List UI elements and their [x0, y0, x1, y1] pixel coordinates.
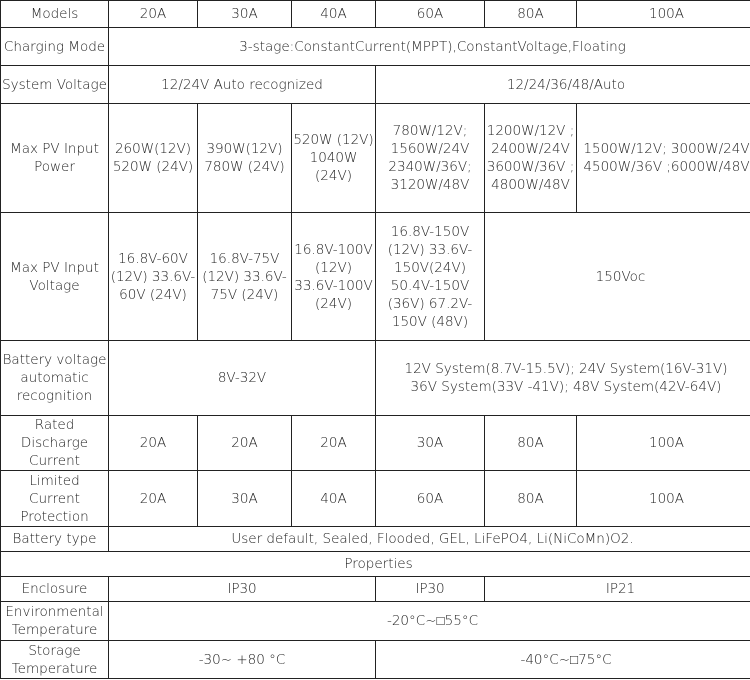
storage-temp-large: -40°C~□75°C — [376, 641, 750, 679]
max-pv-power-100a: 1500W/12V; 3000W/24V 4500W/36V ;6000W/48V — [577, 104, 750, 213]
max-pv-power-30a: 390W(12V) 780W (24V) — [198, 104, 292, 213]
model-40a: 40A — [292, 1, 376, 28]
charging-mode-row — [1, 28, 750, 66]
charging-mode-label: Charging Mode — [1, 28, 109, 66]
max-pv-voltage-20a: 16.8V-60V (12V) 33.6V-60V (24V) — [109, 213, 198, 341]
enclosure-80-100a: IP21 — [485, 577, 750, 602]
battery-recognition-row — [1, 341, 750, 416]
rated-discharge-100a: 100A — [577, 416, 750, 471]
charging-mode-value: 3-stage:ConstantCurrent(MPPT),ConstantVoltage,Floating — [109, 28, 750, 66]
battery-recognition-line1: 12V System(8.7V-15.5V); 24V System(16V-31V) — [404, 361, 728, 377]
rated-discharge-60a: 30A — [376, 416, 485, 471]
max-pv-voltage-label: Max PV Input Voltage — [1, 213, 109, 341]
model-100a: 100A — [577, 1, 750, 28]
rated-discharge-20a: 20A — [109, 416, 198, 471]
limited-current-30a: 30A — [198, 471, 292, 527]
limited-current-100a: 100A — [577, 471, 750, 527]
enclosure-60a: IP30 — [376, 577, 485, 602]
model-30a: 30A — [198, 1, 292, 28]
system-voltage-label: System Voltage — [1, 66, 109, 104]
storage-temp-row — [1, 641, 750, 679]
max-pv-voltage-60a: 16.8V-150V (12V) 33.6V-150V(24V) 50.4V-150V (36V) 67.2V-150V (48V) — [376, 213, 485, 341]
model-20a: 20A — [109, 1, 198, 28]
limited-current-label: Limited Current Protection — [1, 471, 109, 527]
battery-recognition-label: Battery voltage automatic recognition — [1, 341, 109, 416]
max-pv-voltage-30a: 16.8V-75V (12V) 33.6V-75V (24V) — [198, 213, 292, 341]
models-label: Models — [1, 1, 109, 28]
max-pv-power-80a: 1200W/12V ; 2400W/24V 3600W/36V ; 4800W/48V — [485, 104, 577, 213]
model-60a: 60A — [376, 1, 485, 28]
max-pv-voltage-40a: 16.8V-100V (12V) 33.6V-100V (24V) — [292, 213, 376, 341]
rated-discharge-80a: 80A — [485, 416, 577, 471]
limited-current-row — [1, 471, 750, 527]
battery-type-value: User default, Sealed, Flooded, GEL, LiFePO4, Li(NiCoMn)O2. — [109, 527, 750, 552]
system-voltage-large: 12/24/36/48/Auto — [376, 66, 750, 104]
enclosure-row — [1, 577, 750, 602]
environmental-temp-label: Environmental Temperature — [1, 602, 109, 641]
max-pv-voltage-80-100a: 150Voc — [485, 213, 750, 341]
max-pv-power-label: Max PV Input Power — [1, 104, 109, 213]
battery-recognition-large — [376, 341, 750, 416]
rated-discharge-label: Rated Discharge Current — [1, 416, 109, 471]
model-80a: 80A — [485, 1, 577, 28]
environmental-temp-row — [1, 602, 750, 641]
max-pv-power-row — [1, 104, 750, 213]
battery-type-row — [1, 527, 750, 552]
properties-row — [1, 552, 750, 577]
max-pv-voltage-row — [1, 213, 750, 341]
battery-recognition-line2: 36V System(33V -41V); 48V System(42V-64V) — [410, 379, 722, 395]
rated-discharge-40a: 20A — [292, 416, 376, 471]
storage-temp-label: Storage Temperature — [1, 641, 109, 679]
system-voltage-row — [1, 66, 750, 104]
enclosure-label: Enclosure — [1, 577, 109, 602]
limited-current-40a: 40A — [292, 471, 376, 527]
environmental-temp-value: -20°C~□55°C — [109, 602, 750, 641]
battery-recognition-small: 8V-32V — [109, 341, 376, 416]
properties-title: Properties — [1, 552, 750, 577]
max-pv-power-60a: 780W/12V; 1560W/24V 2340W/36V; 3120W/48V — [376, 104, 485, 213]
battery-type-label: Battery type — [1, 527, 109, 552]
models-row — [1, 1, 750, 28]
rated-discharge-30a: 20A — [198, 416, 292, 471]
rated-discharge-row — [1, 416, 750, 471]
max-pv-power-40a: 520W (12V) 1040W (24V) — [292, 104, 376, 213]
storage-temp-small: -30~ +80 °C — [109, 641, 376, 679]
max-pv-power-20a: 260W(12V) 520W (24V) — [109, 104, 198, 213]
limited-current-60a: 60A — [376, 471, 485, 527]
limited-current-80a: 80A — [485, 471, 577, 527]
limited-current-20a: 20A — [109, 471, 198, 527]
enclosure-20-40a: IP30 — [109, 577, 376, 602]
system-voltage-small: 12/24V Auto recognized — [109, 66, 376, 104]
